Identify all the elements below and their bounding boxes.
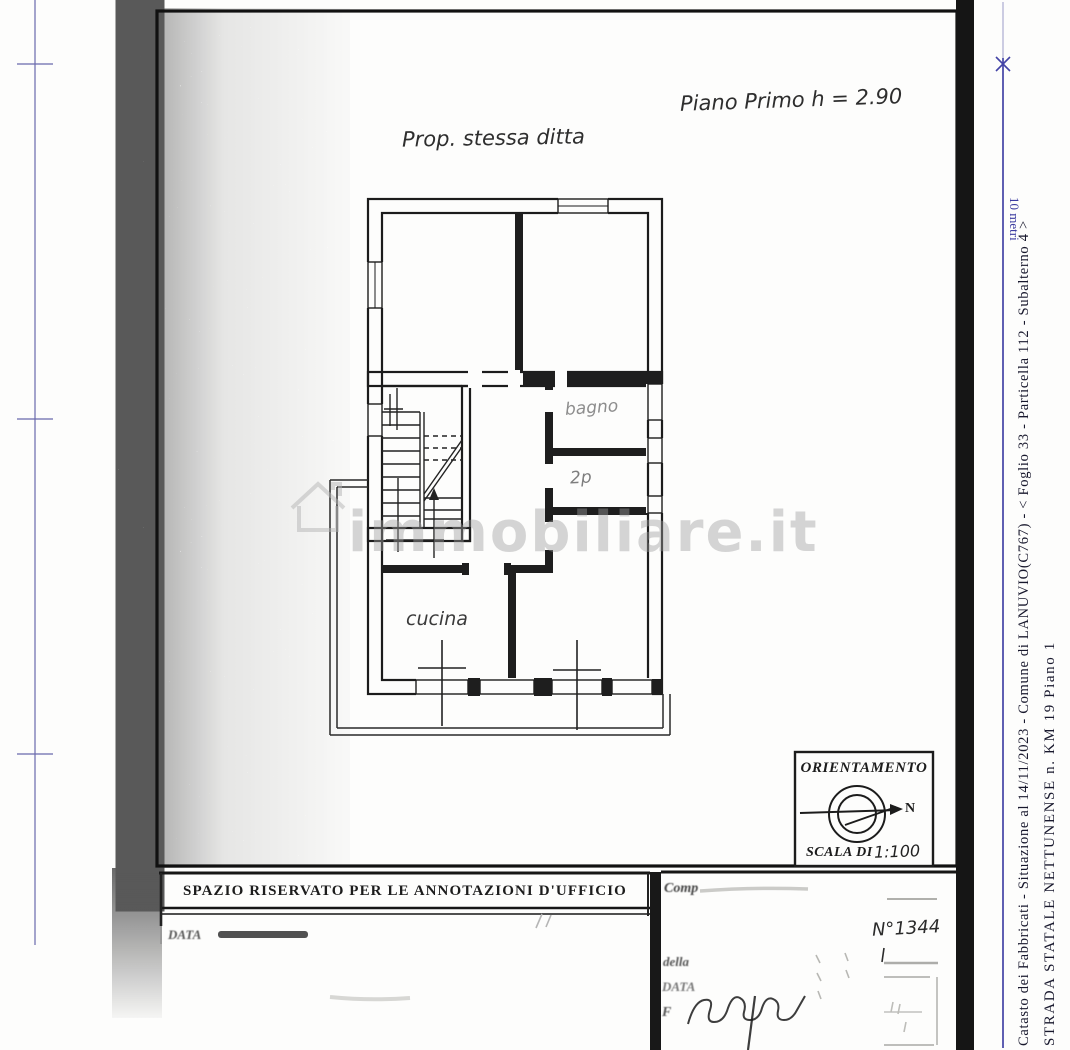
- sidebar-cadastre-line: Catasto dei Fabbricati - Situazione al 14/11/2023 - Comune di LANUVIO(C767) - < Foglio 33 - Particella 112 - Subalterno 4 >: [1016, 220, 1032, 1046]
- office-box-title: SPAZIO RISERVATO PER LE ANNOTAZIONI D'UFFICIO: [183, 883, 627, 899]
- scale-value-handwritten: 1:100: [873, 841, 921, 862]
- orientation-title: ORIENTAMENTO: [800, 760, 928, 776]
- scan-noise: [112, 6, 350, 1013]
- room-label-closet: 2p: [569, 467, 593, 489]
- protocol-compiled-label: Comp: [664, 881, 699, 896]
- scale-label: SCALA DI: [806, 845, 873, 860]
- left-ruler: [17, 0, 53, 945]
- room-label-cucina: cucina: [406, 608, 468, 630]
- protocol-date-label: DATA: [662, 979, 696, 994]
- right-scale-line: [996, 2, 1010, 1048]
- compass-north-label: N: [905, 801, 916, 816]
- right-scale-caption: 10 metri: [1007, 197, 1022, 241]
- room-label-bagno: bagno: [564, 396, 619, 420]
- protocol-number-handwritten: N°1344: [871, 916, 941, 941]
- protocol-section-artifacts: [650, 872, 957, 1050]
- sidebar-address-line: STRADA STATALE NETTUNENSE n. KM 19 Piano 1: [1042, 641, 1058, 1046]
- prop-stessa-ditta-label: Prop. stessa ditta: [401, 124, 586, 152]
- office-box-date-label: DATA: [168, 927, 202, 942]
- protocol-della-label: della: [663, 954, 689, 969]
- watermark-text: immobiliare.it: [348, 500, 819, 565]
- protocol-firma-label: F: [662, 1005, 672, 1020]
- floor-title-label: Piano Primo h = 2.90: [679, 84, 903, 116]
- scan-edge-bar: [956, 0, 974, 1050]
